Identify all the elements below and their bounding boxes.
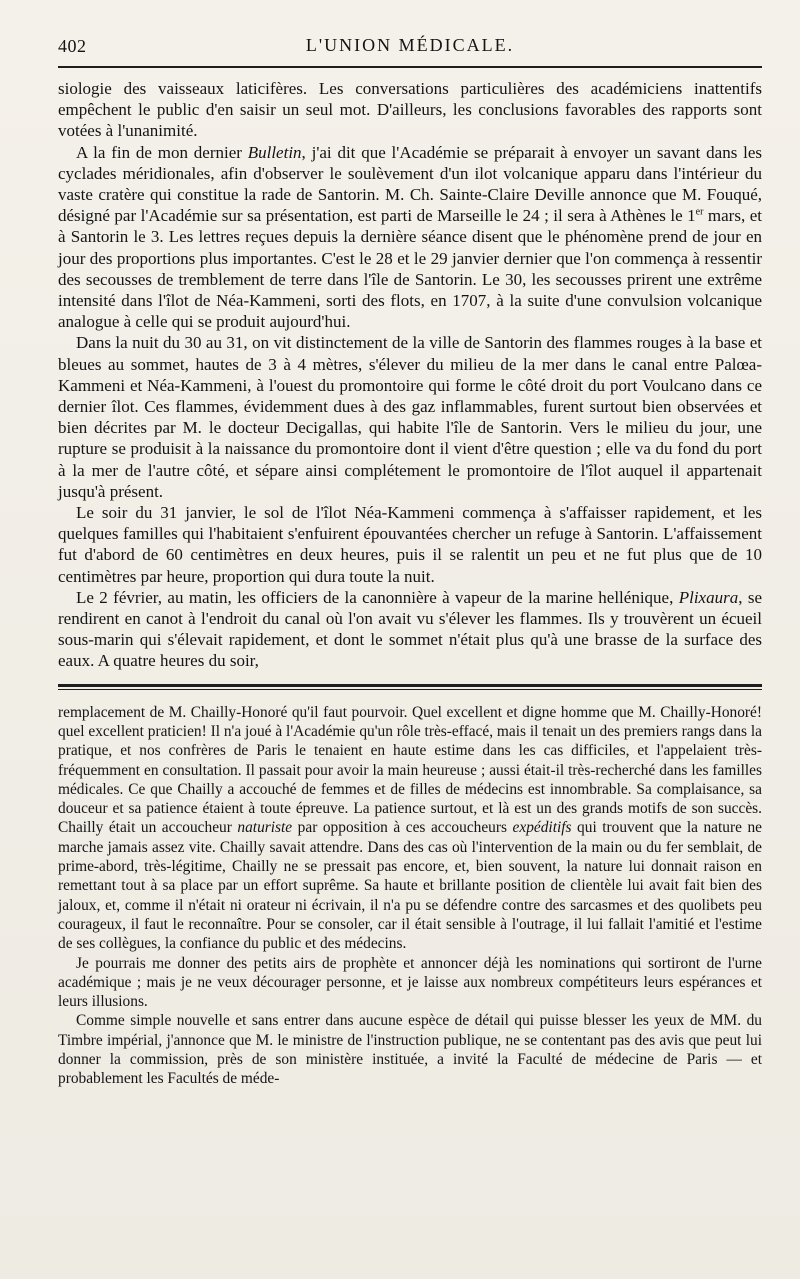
paragraph-text: siologie des vaisseaux laticifères. Les conversations particulières des académiciens inattentifs empêchent le public d'en saisir un seul mot. D'ailleurs, les conclusions favorables des rapports sont votées à l'unanimité. xyxy=(58,79,762,141)
paragraph-text: remplacement de M. Chailly-Honoré qu'il faut pourvoir. Quel excellent et digne homme que M. Chailly-Honoré! quel excellent praticien! Il n'a joué à l'Académie qu'un rôle très-effacé, mais il tenait un des premiers rangs dans la pratique, et nos confrères de Paris le tenaient en haute estime dans les cas difficiles, et l'appelaient très-fréquemment en consultation. Il passait pour avoir la main heureuse ; aussi était-il très-recherché dans les familles médicales. Ce que Chailly a accouché de femmes et de filles de médecins est innombrable. Sa complaisance, sa douceur et sa patience étaient à toute épreuve. La patience surtout, et là est un des grands motifs de son succès. Chailly était un accoucheur xyxy=(58,703,762,837)
section-divider xyxy=(58,684,762,690)
page-header xyxy=(58,26,762,68)
paragraph-text: par opposition à ces accoucheurs xyxy=(292,819,513,837)
feuilleton-section xyxy=(58,703,762,1089)
article-paragraph xyxy=(58,587,762,672)
paragraph-text: , j'ai dit que l'Académie se préparait à envoyer un savant dans les cyclades méridionales, afin d'observer le soulèvement d'un ilot volcanique apparu dans l'intérieur du vaste cratère qui constitue la rade de Santorin. M. Ch. Sainte-Claire Deville annonce que M. Fouqué, désigné par l'Académie sur sa présentation, est parti de Marseille le 24 ; il sera à Athènes le 1 xyxy=(58,142,762,226)
article-paragraph xyxy=(58,142,762,333)
paragraph-text: qui trouvent que la nature ne marche jamais assez vite. Chailly savait attendre. Dans des cas où l'intervention de la main ou du fer semblait, de prime-abord, très-légitime, Chailly ne se pressait pas encore, et, bien souvent, la nature lui donnait raison en remettant tout à sa place par un effort suprême. Sa haute et brillante position de clientèle lui avait fait bien des jaloux, et, comme il n'était ni orateur ni écrivain, il n'a pu se défendre contre des sarcasmes et des quolibets peu courageux, il faut le reconnaître. Pour se consoler, car il était sensible à l'outrage, il lui fallait l'amitié et l'estime de ses collègues, la confiance du public et des médecins. xyxy=(58,819,762,953)
feuilleton-paragraph xyxy=(58,954,762,1012)
paragraph-text: Le soir du 31 janvier, le sol de l'îlot Néa-Kammeni commença à s'affaisser rapidement, et les quelques familles qui l'habitaient s'enfuirent épouvantées chercher un refuge à Santorin. L'affaissement fut d'abord de 60 centimètres en deux heures, puis il se ralentit un peu et ne fut plus que de 10 centimètres par heure, proportion qui dura toute la nuit. xyxy=(58,503,762,586)
paragraph-text: mars, et à Santorin le 3. Les lettres reçues depuis la dernière séance disent que le phénomène prend de jour en jour des proportions plus importantes. C'est le 28 et le 29 janvier dernier que l'on commença à ressentir des secousses de tremblement de terre dans l'île de Santorin. Le 30, les secousses prirent une extrême intensité dans l'îlot de Néa-Kammeni, sorti des flots, en 1707, à la suite d'une convulsion volcanique analogue à celle qui se produit aujourd'hui. xyxy=(58,206,762,332)
paragraph-text: , se rendirent en canot à l'endroit du canal où l'on avait vu s'élever les flammes. Ils y trouvèrent un écueil sous-marin qui s'élevait rapidement, et dont le sommet n'était plus qu'à une brasse de la surface des eaux. A quatre heures du soir, xyxy=(58,587,763,671)
paragraph-text: Dans la nuit du 30 au 31, on vit distinctement de la ville de Santorin des flammes rouges à la base et bleues au sommet, hautes de 3 à 4 mètres, s'élever du milieu de la mer dans le canal entre Palœa-Kammeni et Néa-Kammeni, à l'ouest du promontoire qui forme le côté droit du port Voulcano dans ce dernier îlot. Ces flammes, évidemment dues à des gaz inflammables, furent surtout bien observées et bien décrites par M. le docteur Decigallas, qui habite l'île de Santorin. Vers le milieu du jour, une rupture se produisit à la naissance du promontoire dont il vient d'être question ; elle va du fond du port à la mer de l'autre côté, et sépare ainsi complétement le promontoire de l'îlot auquel il appartenait jusqu'à présent. xyxy=(58,333,762,501)
paragraph-text: Le 2 février, au matin, les officiers de la canonnière à vapeur de la marine hellénique, xyxy=(76,587,679,607)
superscript: er xyxy=(695,206,704,218)
paragraph-text: A la fin de mon dernier xyxy=(76,142,248,162)
feuilleton-paragraph xyxy=(58,703,762,954)
page-number: 402 xyxy=(58,36,87,56)
italic-ship-name: Plixaura xyxy=(678,587,739,607)
journal-title: L'UNION MÉDICALE. xyxy=(305,35,515,55)
article-paragraph xyxy=(58,502,762,587)
italic-term: naturiste xyxy=(237,819,293,837)
italic-title: Bulletin xyxy=(247,142,302,162)
feuilleton-paragraph xyxy=(58,1011,762,1088)
italic-term: expéditifs xyxy=(512,819,572,837)
article-paragraph xyxy=(58,78,762,142)
paragraph-text: Comme simple nouvelle et sans entrer dans aucune espèce de détail qui puisse blesser les yeux de MM. du Timbre impérial, j'annonce que M. le ministre de l'instruction publique, ne se contentant pas des avis que peut lui donner la commission, près de son ministère instituée, a invité la Faculté de médecine de Paris — et probablement les Facultés de méde- xyxy=(58,1012,762,1088)
main-article xyxy=(58,78,762,672)
article-paragraph xyxy=(58,332,762,502)
paragraph-text: Je pourrais me donner des petits airs de prophète et annoncer déjà les nominations qui sortiront de l'urne académique ; mais je ne veux décourager personne, et je laisse aux nombreux compétiteurs leurs espérances et leurs illusions. xyxy=(58,954,762,1011)
